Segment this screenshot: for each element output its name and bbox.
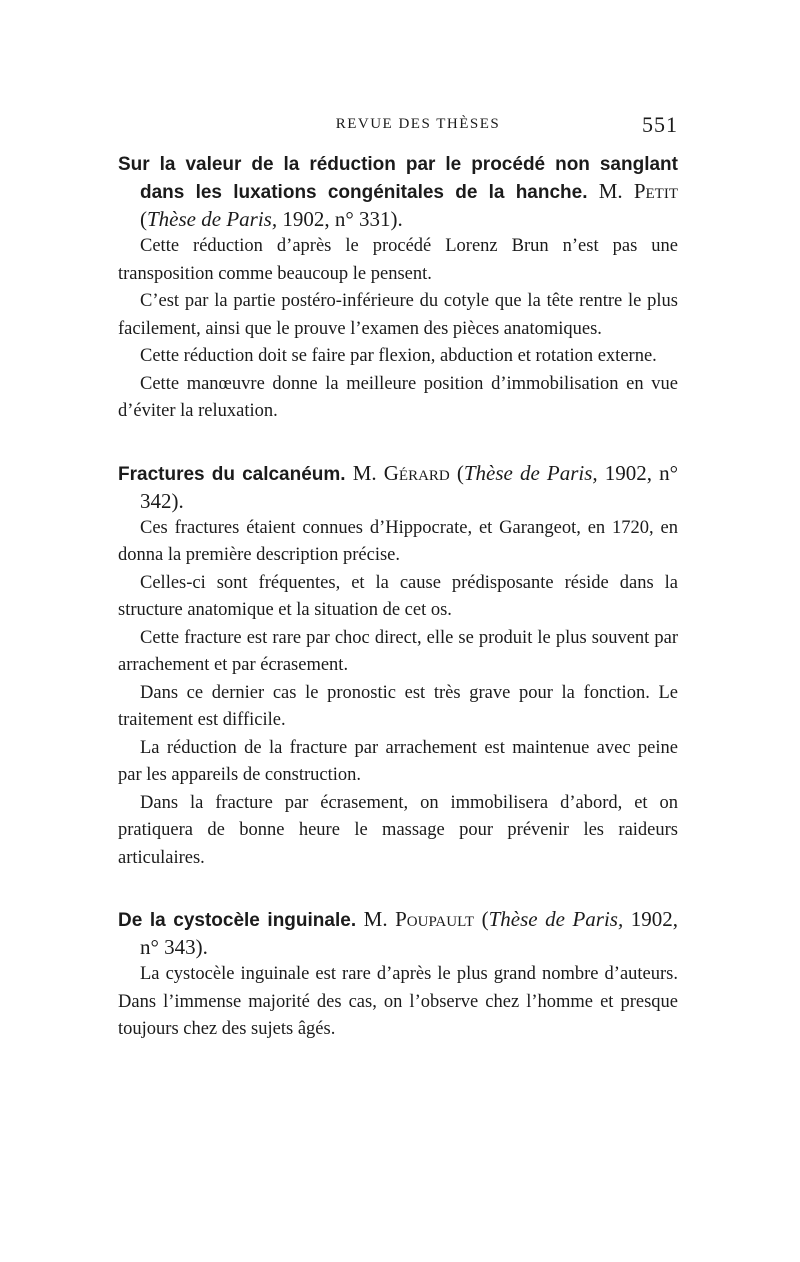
thesis-number: 1902, n° 343). (140, 907, 678, 959)
thesis-number: 1902, n° 342). (140, 460, 679, 513)
running-head (118, 112, 678, 142)
author-name: Poupault (395, 907, 475, 931)
author-prefix: M. (352, 460, 377, 485)
paragraph: Cette réduction d’après le procédé Lorenz Brun n’est pas une transposition comme beaucoup le pensent. (118, 236, 678, 284)
thesis-reference: Thèse de Paris, (488, 907, 624, 931)
author-prefix: M. (363, 907, 388, 931)
author-prefix: M. (598, 179, 623, 203)
ref-open: ( (140, 207, 147, 231)
paragraph: La réduction de la fracture par arrachement est maintenue avec peine par les appareils de construction. (118, 737, 678, 785)
article-title: Sur la valeur de la réduction par le procédé non sanglant dans les luxations congénitales de la hanche. (118, 154, 678, 203)
thesis-review-1 (118, 150, 678, 426)
article-heading (118, 150, 678, 233)
article-title: Fractures du calcanéum. (118, 463, 346, 485)
thesis-review-3 (118, 906, 678, 1044)
paragraph: Cette manœuvre donne la meilleure position d’immobilisation en vue d’éviter la reluxation. (118, 373, 678, 421)
paragraph: Dans la fracture par écrasement, on immobilisera d’abord, et on pratiquera de bonne heure le massage pour prévenir les raideurs articulaires. (118, 792, 678, 868)
paragraph: Ces fractures étaient connues d’Hippocrate, et Garangeot, en 1720, en donna la première description précise. (118, 517, 678, 565)
thesis-review-2 (118, 460, 678, 873)
thesis-reference: Thèse de Paris, (463, 460, 598, 485)
thesis-number: 1902, n° 331). (282, 207, 403, 231)
running-title: REVUE DES THÈSES (335, 116, 501, 132)
paragraph: Celles-ci sont fréquentes, et la cause prédisposante réside dans la structure anatomique et la situation de cet os. (118, 572, 678, 620)
paragraph: Cette fracture est rare par choc direct, elle se produit le plus souvent par arrachement et par écrasement. (118, 627, 678, 675)
author-name: Petit (633, 179, 679, 203)
author-name: Gérard (383, 460, 450, 485)
article-heading (118, 906, 678, 961)
article-title: De la cystocèle inguinale. (118, 910, 357, 931)
paragraph: La cystocèle inguinale est rare d’après le plus grand nombre d’auteurs. Dans l’immense majorité des cas, on l’observe chez l’homme et presque toujours chez des sujets âgés. (118, 964, 678, 1039)
ref-open: ( (481, 907, 489, 931)
paragraph: C’est par la partie postéro-inférieure du cotyle que la tête rentre le plus facilement, ainsi que le prouve l’examen des pièces anatomiques. (118, 291, 678, 339)
page-number: 551 (642, 112, 678, 137)
ref-open: ( (456, 460, 464, 485)
paragraph: Dans ce dernier cas le pronostic est très grave pour la fonction. Le traitement est difficile. (118, 682, 678, 730)
thesis-reference: Thèse de Paris, (147, 207, 278, 231)
book-page (118, 112, 678, 1078)
paragraph: Cette réduction doit se faire par flexion, abduction et rotation externe. (140, 346, 657, 366)
article-heading (118, 460, 678, 515)
